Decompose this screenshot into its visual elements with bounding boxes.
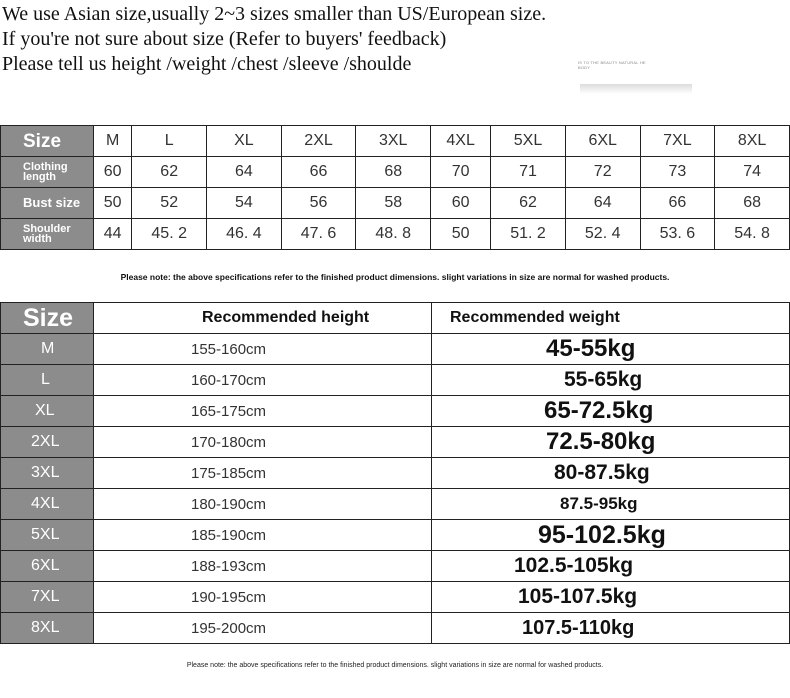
rec-row: [1, 520, 790, 551]
rec-size: 4XL: [1, 489, 94, 520]
spec-cell: 71: [491, 157, 566, 188]
rec-row: [1, 582, 790, 613]
spec-row-shoulder: [1, 219, 790, 250]
rec-note: Please note: the above specifications refer to the finished product dimensions. slight variations in size are normal for washed products.: [186, 662, 604, 669]
spec-cell: 54. 8: [715, 219, 790, 250]
rec-weight: 102.5-105kg: [432, 551, 790, 582]
intro-line-1: We use Asian size,usually 2~3 sizes smaller than US/European size.: [2, 3, 547, 25]
spec-cell: 53. 6: [640, 219, 715, 250]
rec-header-row: [1, 303, 790, 334]
rec-size: L: [1, 365, 94, 396]
rec-size: XL: [1, 396, 94, 427]
rec-weight: 80-87.5kg: [432, 458, 790, 489]
spec-row-label: Shoulder width: [1, 219, 94, 250]
spec-cell: 58: [356, 188, 431, 219]
rec-row: [1, 427, 790, 458]
rec-size: 6XL: [1, 551, 94, 582]
rec-weight: 55-65kg: [432, 365, 790, 396]
spec-cell: 72: [565, 157, 640, 188]
spec-size-col: L: [132, 126, 207, 157]
rec-size: 5XL: [1, 520, 94, 551]
spec-size-col: XL: [207, 126, 282, 157]
spec-row-bust: [1, 188, 790, 219]
rec-row: [1, 489, 790, 520]
rec-height: 195-200cm: [94, 613, 432, 644]
intro-line-3: Please tell us height /weight /chest /sleeve /shoulde: [2, 53, 412, 75]
spec-cell: 51. 2: [491, 219, 566, 250]
spec-cell: 50: [94, 188, 132, 219]
spec-row-label: Bust size: [1, 188, 94, 219]
rec-weight: 105-107.5kg: [432, 582, 790, 613]
logo-text: IS TO THE BEAUTY NATURAL HE BODY: [578, 60, 646, 70]
spec-cell: 66: [640, 188, 715, 219]
spec-header-row: [1, 126, 790, 157]
brand-logo: [578, 60, 694, 96]
spec-cell: 62: [132, 157, 207, 188]
rec-height: 175-185cm: [94, 458, 432, 489]
rec-size: 8XL: [1, 613, 94, 644]
rec-size: 7XL: [1, 582, 94, 613]
spec-cell: 48. 8: [356, 219, 431, 250]
rec-height: 188-193cm: [94, 551, 432, 582]
rec-size: 2XL: [1, 427, 94, 458]
rec-height-header: Recommended height: [94, 303, 432, 334]
rec-row: [1, 551, 790, 582]
spec-cell: 73: [640, 157, 715, 188]
rec-row: [1, 458, 790, 489]
rec-height: 180-190cm: [94, 489, 432, 520]
spec-row-length: [1, 157, 790, 188]
rec-row: [1, 396, 790, 427]
spec-cell: 70: [431, 157, 491, 188]
size-spec-table: [0, 125, 790, 250]
spec-size-col: 5XL: [491, 126, 566, 157]
spec-cell: 46. 4: [207, 219, 282, 250]
spec-cell: 50: [431, 219, 491, 250]
rec-size: 3XL: [1, 458, 94, 489]
spec-cell: 60: [431, 188, 491, 219]
spec-size-col: 4XL: [431, 126, 491, 157]
spec-cell: 56: [281, 188, 356, 219]
spec-note: Please note: the above specifications refer to the finished product dimensions. slight variations in size are normal for washed products.: [120, 272, 670, 282]
recommendation-table: [0, 302, 790, 644]
spec-size-col: 2XL: [281, 126, 356, 157]
spec-cell: 74: [715, 157, 790, 188]
rec-height: 170-180cm: [94, 427, 432, 458]
spec-size-col: 7XL: [640, 126, 715, 157]
rec-size: M: [1, 334, 94, 365]
rec-row: [1, 613, 790, 644]
spec-cell: 47. 6: [281, 219, 356, 250]
spec-cell: 44: [94, 219, 132, 250]
rec-weight: 45-55kg: [432, 334, 790, 365]
spec-cell: 45. 2: [132, 219, 207, 250]
spec-cell: 68: [356, 157, 431, 188]
logo-gradient-bar: [580, 84, 692, 94]
rec-height: 160-170cm: [94, 365, 432, 396]
rec-weight: 72.5-80kg: [432, 427, 790, 458]
spec-size-header: Size: [1, 126, 94, 157]
rec-height: 165-175cm: [94, 396, 432, 427]
rec-weight: 107.5-110kg: [432, 613, 790, 644]
spec-cell: 54: [207, 188, 282, 219]
spec-cell: 52: [132, 188, 207, 219]
spec-size-col: 8XL: [715, 126, 790, 157]
rec-size-header: Size: [1, 303, 94, 334]
rec-row: [1, 334, 790, 365]
spec-cell: 64: [207, 157, 282, 188]
rec-row: [1, 365, 790, 396]
spec-size-col: 3XL: [356, 126, 431, 157]
spec-cell: 60: [94, 157, 132, 188]
rec-height: 190-195cm: [94, 582, 432, 613]
spec-size-col: M: [94, 126, 132, 157]
intro-text: [2, 2, 572, 77]
spec-cell: 66: [281, 157, 356, 188]
rec-height: 155-160cm: [94, 334, 432, 365]
spec-cell: 62: [491, 188, 566, 219]
spec-cell: 64: [565, 188, 640, 219]
rec-weight: 65-72.5kg: [432, 396, 790, 427]
rec-weight: 95-102.5kg: [432, 520, 790, 551]
rec-weight: 87.5-95kg: [432, 489, 790, 520]
spec-cell: 68: [715, 188, 790, 219]
spec-cell: 52. 4: [565, 219, 640, 250]
rec-weight-header: Recommended weight: [432, 303, 790, 334]
rec-height: 185-190cm: [94, 520, 432, 551]
spec-size-col: 6XL: [565, 126, 640, 157]
intro-line-2: If you're not sure about size (Refer to buyers' feedback): [2, 28, 447, 50]
spec-row-label: Clothing length: [1, 157, 94, 188]
